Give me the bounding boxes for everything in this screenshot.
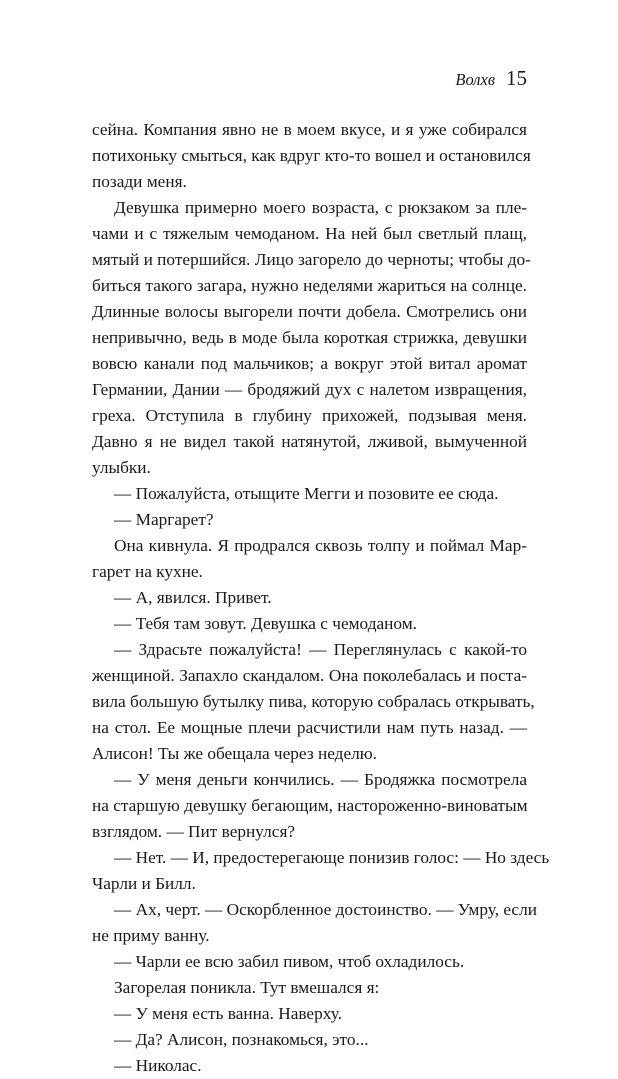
body-text [92,117,550,1079]
paragraph [92,611,527,637]
text-line: потихоньку смыться, как вдруг кто-то вошел и остановился [92,146,531,165]
text-line: — Нет. — И, предостерегающе понизив голос: — Но здесь [114,848,550,867]
text-line: Давно я не видел такой натянутой, лживой, вымученной [92,432,527,451]
text-line: вовсю канали под мальчиков; а вокруг этой витал аромат [92,354,527,373]
paragraph [92,1001,527,1027]
text-line: — Маргарет? [114,510,214,529]
paragraph [92,481,527,507]
text-line: Загорелая поникла. Тут вмешался я: [114,978,380,997]
paragraph [92,1027,527,1053]
paragraph [92,117,531,195]
text-line: Девушка примерно моего возраста, с рюкзаком за пле- [114,198,527,217]
text-line: на старшую девушку бегающим, настороженно-виноватым [92,796,528,815]
paragraph [92,767,527,845]
running-head [455,66,527,92]
paragraph [92,897,537,949]
text-line: мятый и потершийся. Лицо загорело до черноты; чтобы до- [92,250,531,269]
text-line: — Ах, черт. — Оскорбленное достоинство. — Умру, если [114,900,537,919]
text-line: Чарли и Билл. [92,874,196,893]
text-line: — Да? Алисон, познакомься, это... [114,1030,369,1049]
paragraph [92,507,527,533]
text-line: взглядом. — Пит вернулся? [92,822,296,841]
text-line: на стол. Ее мощные плечи расчистили нам путь назад. — [92,718,527,737]
text-line: — Пожалуйста, отыщите Мегги и позовите ее сюда. [114,484,499,503]
text-line: — У меня есть ванна. Наверху. [114,1004,342,1023]
text-line: не приму ванну. [92,926,210,945]
text-line: — У меня деньги кончились. — Бродяжка посмотрела [114,770,527,789]
text-line: вила большую бутылку пива, которую собралась открывать, [92,692,535,711]
text-line: сейна. Компания явно не в моем вкусе, и я уже собирался [92,120,527,139]
text-line: чами и с тяжелым чемоданом. На ней был светлый плащ, [92,224,527,243]
text-line: греха. Отступила в глубину прихожей, подзывая меня. [92,406,527,425]
text-line: — Тебя там зовут. Девушка с чемоданом. [114,614,417,633]
text-line: Германии, Дании — бродяжий дух с налетом извращения, [92,380,527,399]
paragraph [92,585,527,611]
text-line: позади меня. [92,172,187,191]
paragraph [92,637,535,767]
running-title: Волхв [455,70,495,89]
text-line: — Здрасьте пожалуйста! — Переглянулась с какой-то [114,640,527,659]
paragraph [92,1053,527,1079]
page-number: 15 [506,66,527,90]
paragraph [92,975,527,1001]
paragraph [92,533,527,585]
text-line: непривычно, ведь в моде была короткая стрижка, девушки [92,328,527,347]
text-line: Алисон! Ты же обещала через неделю. [92,744,377,763]
text-line: гарет на кухне. [92,562,203,581]
text-line: Длинные волосы выгорели почти добела. Смотрелись они [92,302,527,321]
text-line: — Чарли ее всю забил пивом, чтоб охладилось. [114,952,465,971]
paragraph [92,845,550,897]
paragraph [92,949,527,975]
text-line: Она кивнула. Я продрался сквозь толпу и поймал Мар- [114,536,527,555]
text-line: — Николас. [114,1056,202,1075]
text-line: женщиной. Запахло скандалом. Она поколебалась и поста- [92,666,527,685]
paragraph [92,195,531,481]
text-line: улыбки. [92,458,151,477]
text-line: биться такого загара, нужно неделями жариться на солнце. [92,276,527,295]
text-line: — А, явился. Привет. [114,588,272,607]
